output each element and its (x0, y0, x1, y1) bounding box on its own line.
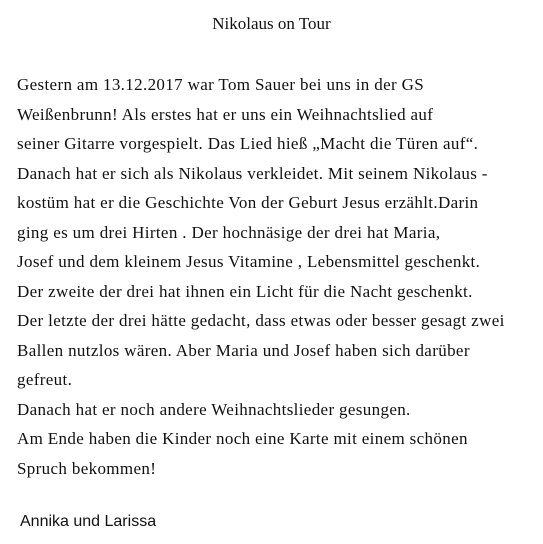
text-line: Danach hat er sich als Nikolaus verkleidet. Mit seinem Nikolaus - (17, 163, 488, 183)
text-line: Der letzte der drei hätte gedacht, dass etwas oder besser gesagt zwei (17, 311, 505, 330)
text-line: ging es um drei Hirten . Der hochnäsige der drei hat Maria, (17, 222, 441, 242)
text-line: gefreut. (17, 370, 73, 389)
text-line: Am Ende haben die Kinder noch eine Karte mit einem schönen (17, 429, 468, 448)
text-line: Ballen nutzlos wären. Aber Maria und Josef haben sich darüber (17, 340, 470, 360)
text-line: seiner Gitarre vorgespielt. Das Lied hieß „Macht die Türen auf“. (17, 134, 479, 153)
text-line: Spruch bekommen! (17, 458, 157, 478)
text-line: kostüm hat er die Geschichte Von der Geburt Jesus erzählt.Darin (17, 193, 479, 212)
document-signature: Annika und Larissa (20, 513, 157, 530)
document-title: Nikolaus on Tour (212, 14, 331, 33)
text-line: Der zweite der drei hat ihnen ein Licht für die Nacht geschenkt. (17, 281, 473, 301)
text-line: Josef und dem kleinem Jesus Vitamine , Lebensmittel geschenkt. (17, 252, 481, 271)
text-line: Weißenbrunn! Als erstes hat er uns ein Weihnachtslied auf (17, 104, 434, 124)
text-line: Gestern am 13.12.2017 war Tom Sauer bei uns in der GS (17, 75, 425, 94)
text-line: Danach hat er noch andere Weihnachtslieder gesungen. (17, 399, 411, 419)
document-body (17, 70, 543, 483)
